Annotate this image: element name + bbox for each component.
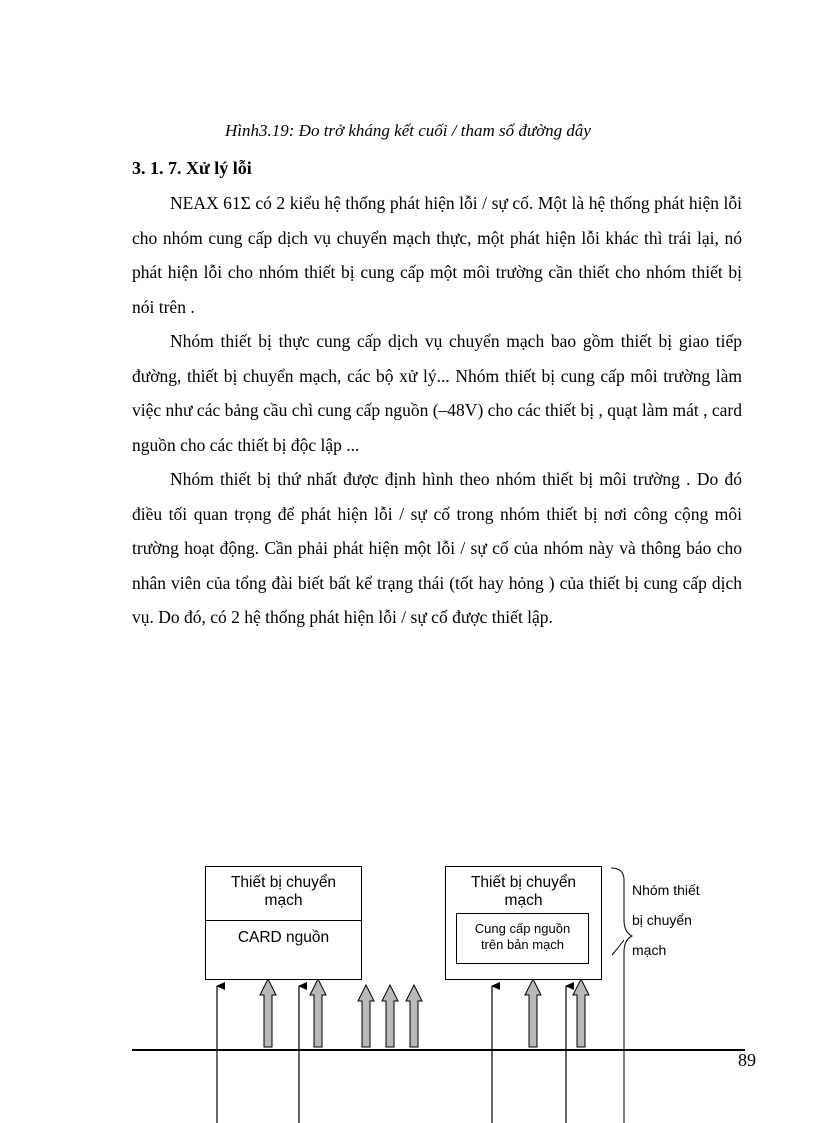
onboard-power-line1: Cung cấp nguồn: [474, 921, 571, 936]
paragraph-1: NEAX 61Σ có 2 kiểu hệ thống phát hiện lỗi / sự cố. Một là hệ thống phát hiện lỗi cho nhóm cung cấp dịch vụ chuyển mạch thực, một phát hiện lỗi khác thì trái lại, nó phát hiện lỗi cho nhóm thiết bị cung cấp một môi trường cần thiết cho nhóm thiết bị nói trên .: [132, 193, 742, 317]
group-label-line1: Nhóm thiết: [632, 882, 700, 898]
thick-arrow: [573, 979, 589, 1047]
group-brace-tail: [612, 940, 624, 955]
box-divider: [206, 920, 361, 921]
thick-arrow: [358, 985, 374, 1047]
paragraph-2: Nhóm thiết bị thực cung cấp dịch vụ chuyển mạch bao gồm thiết bị giao tiếp đường, thiết bị chuyển mạch, các bộ xử lý... Nhóm thiết bị cung cấp môi trường làm việc như các bảng cầu chì cung cấp nguồn (–48V) cho các thiết bị , quạt làm mát , card nguồn cho các thiết bị độc lập ...: [132, 331, 742, 455]
thick-arrow: [310, 979, 326, 1047]
switching-equipment-box-right: [445, 866, 602, 980]
figure-caption: Hình3.19: Đo trở kháng kết cuối / tham số đường dây: [225, 121, 591, 140]
box-title-line2: mạch: [504, 892, 543, 909]
onboard-power-line2: trên bản mạch: [480, 937, 565, 952]
page-number: 89: [738, 1050, 756, 1070]
thick-arrow: [525, 979, 541, 1047]
box-title-line1: Thiết bị chuyển: [470, 874, 577, 891]
power-card-label: CARD nguồn: [237, 929, 330, 946]
group-label-line3: mạch: [632, 942, 667, 958]
group-label-line2: bị chuyển: [632, 912, 692, 928]
onboard-power-box: [456, 913, 589, 964]
switching-equipment-box-left: [205, 866, 362, 980]
box-title-line2: mạch: [264, 892, 303, 909]
paragraph-3: Nhóm thiết bị thứ nhất được định hình theo nhóm thiết bị môi trường . Do đó điều tối quan trọng để phát hiện lỗi / sự cố trong nhóm thiết bị nơi công cộng môi trường hoạt động. Cần phải phát hiện một lỗi / sự cố của nhóm này và thông báo cho nhân viên của tổng đài biết bất kể trạng thái (tốt hay hỏng ) của thiết bị cung cấp dịch vụ. Do đó, có 2 hệ thống phát hiện lỗi / sự cố được thiết lập.: [132, 469, 742, 627]
box-title-line1: Thiết bị chuyển: [230, 874, 337, 891]
thick-arrow: [382, 985, 398, 1047]
section-heading: 3. 1. 7. Xử lý lỗi: [132, 158, 252, 178]
group-brace: [611, 868, 632, 1123]
thick-arrow: [406, 985, 422, 1047]
thick-arrow: [260, 979, 276, 1047]
